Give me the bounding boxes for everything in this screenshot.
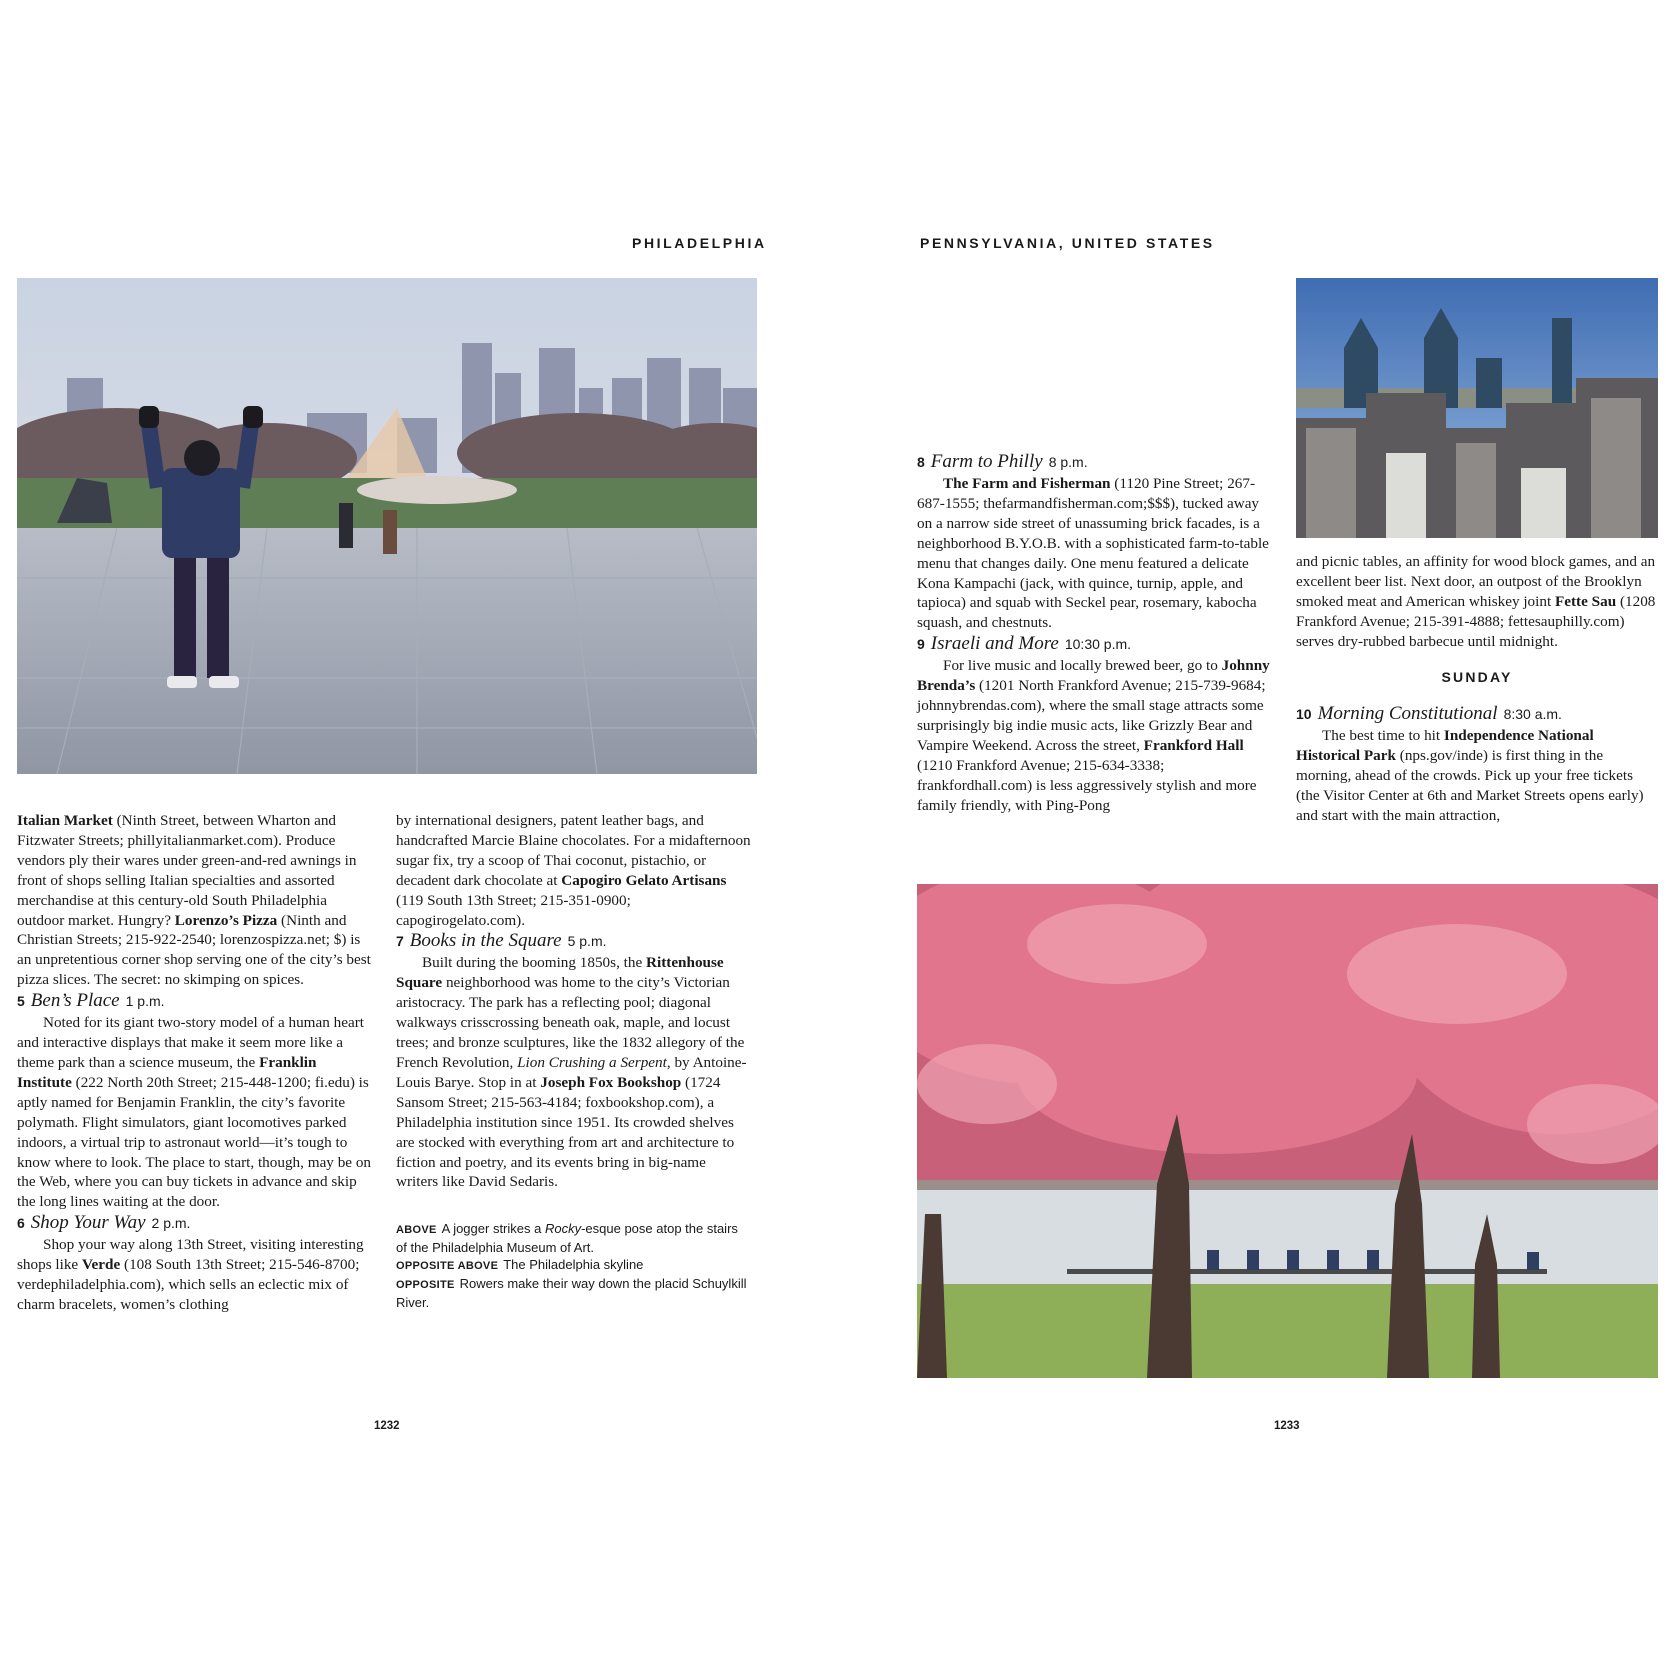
text-column-1 — [17, 811, 372, 1315]
caption-label: ABOVE — [396, 1224, 437, 1237]
section-time: 8 p.m. — [1048, 454, 1088, 470]
venue-name: Independence National Historical Park — [1296, 727, 1594, 765]
section-number: 5 — [17, 993, 25, 1010]
caption-opposite — [396, 1275, 751, 1311]
body-text: (108 South 13th Street; 215-546-8700; verdephiladelphia.com), which sells an eclectic mix of charm bracelets, women’s clothing — [17, 1256, 360, 1313]
section-9-paragraph — [917, 656, 1275, 815]
section-heading-8 — [917, 451, 1275, 474]
italian-market-paragraph — [17, 811, 372, 990]
running-head-left: PHILADELPHIA — [632, 235, 767, 251]
body-text: , by Antoine-Louis Barye. Stop in at — [396, 1053, 747, 1091]
section-time: 2 p.m. — [151, 1215, 191, 1232]
caption-label: OPPOSITE — [396, 1279, 455, 1292]
caption-text: -esque pose atop the stairs of the Philadelphia Museum of Art. — [396, 1221, 738, 1256]
section-number: 6 — [17, 1215, 25, 1232]
fette-sau-paragraph — [1296, 552, 1658, 652]
body-text: (Ninth Street, between Wharton and Fitzwater Streets; phillyitalianmarket.com). Produce vendors ply their wares under green-and-red awnings in front of shops selling Italian specialties and assorted merchandise at this century-old South Philadelphia outdoor market. Hungry? — [17, 812, 357, 929]
venue-name: Italian Market — [17, 812, 113, 829]
section-title: Morning Constitutional — [1317, 703, 1498, 725]
body-text: and picnic tables, an affinity for wood block games, and an excellent beer list. Next door, an outpost of the Brooklyn smoked meat and American whiskey joint — [1296, 553, 1656, 610]
venue-name: Franklin Institute — [17, 1053, 317, 1091]
section-title: Israeli and More — [930, 633, 1059, 655]
skyline-photo — [1296, 278, 1658, 538]
body-text: (1120 Pine Street; 267-687-1555; thefarmandfisherman.com;$$$), tucked away on a narrow side street of unassuming brick facades, is a neighborhood B.Y.O.B. with a sophisticated farm-to-table menu that changes daily. One menu featured a delicate Kona Kampachi (jack, with quince, turnip, apple, and tapioca) and squab with Seckel pear, rosemary, kabocha squash, and chestnuts. — [917, 475, 1269, 632]
section-7-paragraph — [396, 953, 751, 1192]
text-column-3 — [917, 451, 1275, 816]
section-8-paragraph — [917, 474, 1275, 633]
body-text: Shop your way along 13th Street, visiting interesting shops like — [17, 1236, 364, 1274]
body-text: (Ninth and Christian Streets; 215-922-2540; lorenzospizza.net; $) is an unpretentious corner shop serving one of the city’s best pizza slices. The secret: no skimping on spices. — [17, 911, 371, 989]
section-heading-9 — [917, 633, 1275, 656]
page-number-right: 1233 — [1274, 1420, 1300, 1432]
artwork-title: Lion Crushing a Serpent — [517, 1053, 667, 1071]
venue-name: Lorenzo’s Pizza — [174, 911, 278, 929]
section-heading-5 — [17, 990, 372, 1013]
section-time: 5 p.m. — [567, 933, 607, 950]
rowers-photo — [917, 884, 1658, 1378]
shop-continued-paragraph — [396, 811, 751, 930]
body-text: (1724 Sansom Street; 215-563-4184; foxbookshop.com), a Philadelphia institution since 1951. Its crowded shelves are stocked with everything from art and architecture to fiction and poetry, and its events bring in big-name writers like David Sedaris. — [396, 1073, 735, 1191]
caption-text: A jogger strikes a — [441, 1221, 545, 1237]
venue-name: Rittenhouse Square — [396, 954, 724, 992]
section-5-paragraph — [17, 1013, 372, 1212]
body-text: (nps.gov/inde) is first thing in the morning, ahead of the crowds. Pick up your free tickets (the Visitor Center at 6th and Market Streets opens early) and start with the main attraction, — [1296, 747, 1644, 825]
body-text: The best time to hit — [1322, 727, 1444, 745]
section-time: 10:30 p.m. — [1064, 636, 1132, 653]
text-column-4 — [1296, 552, 1658, 826]
jogger-photo — [17, 278, 757, 774]
section-heading-10 — [1296, 703, 1658, 726]
text-column-2 — [396, 811, 751, 1311]
skyline-photo-art — [1296, 278, 1658, 538]
section-10-paragraph — [1296, 726, 1658, 826]
section-title: Books in the Square — [409, 930, 562, 952]
section-title: Shop Your Way — [30, 1212, 146, 1234]
section-6-paragraph — [17, 1235, 372, 1315]
caption-above — [396, 1220, 751, 1256]
body-text: Noted for its giant two-story model of a human heart and interactive displays that make it seem more like a theme park than a science museum, the — [17, 1014, 364, 1071]
body-text: (119 South 13th Street; 215-351-0900; capogirogelato.com). — [396, 891, 631, 929]
caption-label: OPPOSITE ABOVE — [396, 1260, 499, 1273]
body-text: (1208 Frankford Avenue; 215-391-4888; fettesauphilly.com) serves dry-rubbed barbecue until midnight. — [1296, 592, 1656, 650]
body-text: (1210 Frankford Avenue; 215-634-3338; frankfordhall.com) is less aggressively stylish and more family friendly, with Ping-Pong — [917, 756, 1257, 814]
jogger-photo-art — [17, 278, 757, 774]
section-time: 8:30 a.m. — [1503, 706, 1562, 723]
caption-italic: Rocky — [544, 1221, 582, 1237]
section-number: 8 — [917, 454, 925, 470]
section-heading-7 — [396, 930, 751, 953]
body-text: by international designers, patent leather bags, and handcrafted Marcie Blaine chocolates. For a midafternoon sugar fix, try a scoop of Thai coconut, pistachio, or decadent dark chocolate at — [396, 812, 751, 889]
section-number: 7 — [396, 933, 404, 950]
venue-name: The Farm and Fisherman — [943, 475, 1111, 492]
body-text: For live music and locally brewed beer, go to — [943, 657, 1222, 675]
caption-text: Rowers make their way down the placid Schuylkill River. — [396, 1276, 747, 1311]
body-text: neighborhood was home to the city’s Victorian aristocracy. The park has a reflecting pool; diagonal walkways crisscrossing beneath oak, maple, and locust trees; and bronze sculptures, like the 1832 allegory of the French Revolution, — [396, 974, 745, 1071]
venue-name: Fette Sau — [1554, 592, 1617, 610]
body-text: (222 North 20th Street; 215-448-1200; fi.edu) is aptly named for Benjamin Franklin, the city’s favorite polymath. Flight simulators, giant locomotives parked indoors, a virtual trip to astronaut world—it’s tough to know where to look. The place to start, though, may be on the Web, where you can buy tickets in advance and skip the long lines waiting at the door. — [17, 1073, 372, 1211]
day-heading: SUNDAY — [1441, 668, 1513, 685]
section-time: 1 p.m. — [125, 993, 165, 1010]
section-number: 10 — [1296, 706, 1312, 723]
section-heading-6 — [17, 1212, 372, 1235]
caption-text: The Philadelphia skyline — [503, 1257, 644, 1273]
venue-name: Verde — [81, 1256, 121, 1274]
venue-name: Frankford Hall — [1143, 736, 1244, 754]
section-number: 9 — [917, 636, 925, 653]
venue-name: Johnny Brenda’s — [917, 657, 1270, 695]
venue-name: Capogiro Gelato Artisans — [561, 871, 727, 889]
caption-opposite-above — [396, 1256, 751, 1275]
venue-name: Joseph Fox Bookshop — [540, 1073, 682, 1091]
body-text: Built during the booming 1850s, the — [422, 954, 647, 972]
section-title: Ben’s Place — [30, 990, 120, 1012]
body-text: (1201 North Frankford Avenue; 215-739-9684; johnnybrendas.com), where the small stage attracts some surprisingly big indie music acts, like Grizzly Bear and Vampire Weekend. Across the street, — [917, 677, 1266, 754]
running-head-right: PENNSYLVANIA, UNITED STATES — [920, 235, 1215, 251]
section-title: Farm to Philly — [930, 451, 1043, 472]
rowers-photo-art — [917, 884, 1658, 1378]
page-number-left: 1232 — [374, 1420, 400, 1432]
